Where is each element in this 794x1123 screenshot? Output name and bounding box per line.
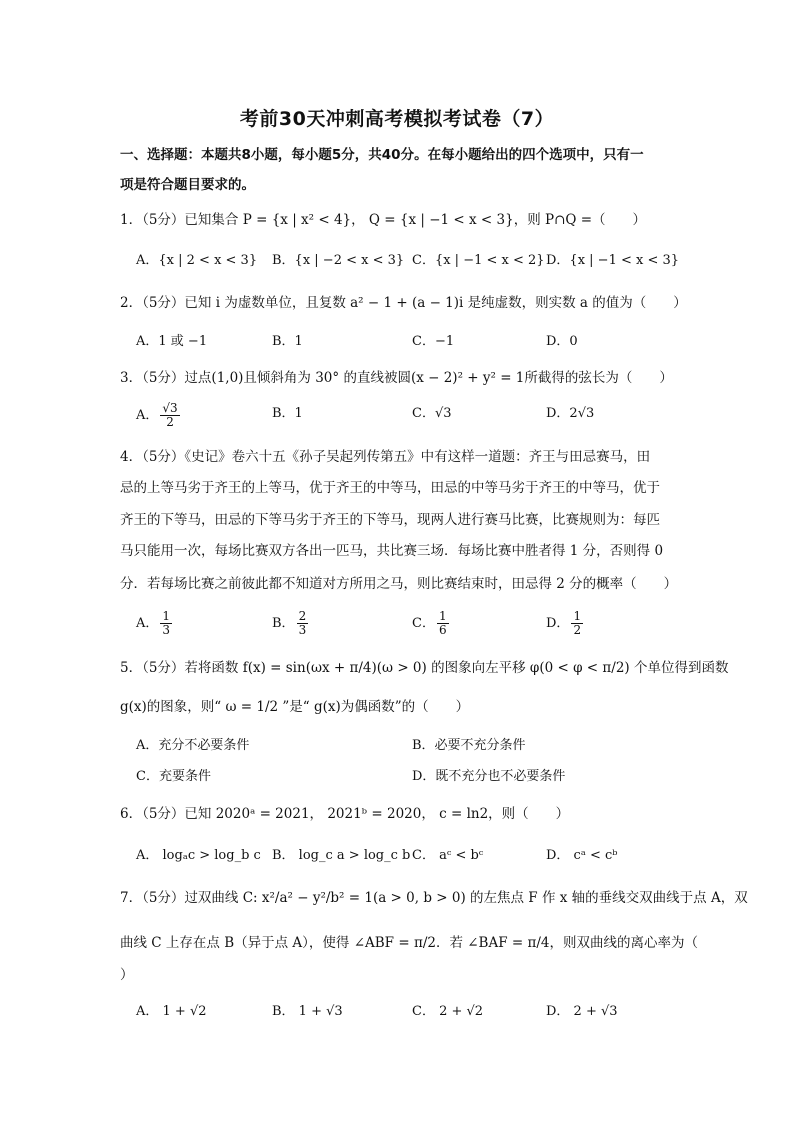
question-4-option-d-fraction: [571, 610, 583, 637]
question-1-option-d: D．{x | −1 < x < 3}: [546, 253, 680, 268]
question-1-options: [136, 249, 696, 279]
fraction-denominator: 2: [166, 415, 174, 429]
question-4-option-b-fraction: [297, 610, 309, 637]
question-1-option-a: A．{x | 2 < x < 3}: [136, 253, 258, 268]
question-3-option-a: [136, 402, 182, 429]
fraction-numerator: 1: [573, 609, 582, 623]
question-4-option-c: [412, 610, 451, 637]
question-4-text-line-1: 4．（5分）《史记》卷六十五《孙子吴起列传第五》中有这样一道题：齐王与田忌赛马，田: [120, 449, 651, 465]
question-4-option-a-fraction: [160, 610, 172, 637]
question-7-option-b: B． 1 + √3: [272, 1004, 343, 1019]
question-3-option-d: D．2√3: [546, 406, 595, 421]
question-3-option-a-label: A．: [136, 408, 159, 423]
question-4-option-a: [136, 610, 174, 637]
question-7-text-line-1: 7．（5分）过双曲线 C: x²/a² − y²/b² = 1(a > 0, b > 0) 的左焦点 F 作 x 轴的垂线交双曲线于点 A，双: [120, 890, 748, 906]
question-2-options: [136, 330, 696, 360]
question-4-text-line-4: 马只能用一次，每场比赛双方各出一匹马，共比赛三场．每场比赛中胜者得 1 分，否则得 0: [120, 543, 664, 559]
question-1-option-c: C．{x | −1 < x < 2}: [412, 253, 545, 268]
question-2-option-d: D．0: [546, 334, 578, 349]
question-3-option-a-fraction: [160, 402, 179, 429]
question-5-options-row-1: [136, 734, 696, 764]
fraction-denominator: 3: [298, 623, 307, 637]
question-4-option-a-label: A．: [136, 616, 159, 631]
question-7-option-c: C． 2 + √2: [412, 1004, 484, 1019]
question-2-text: 2．（5分）已知 i 为虚数单位，且复数 a² − 1 + (a − 1)i 是纯虚数，则实数 a 的值为（ ）: [120, 295, 687, 311]
question-1-option-b: B．{x | −2 < x < 3}: [272, 253, 405, 268]
question-6-options: [136, 844, 696, 874]
question-7-options: [136, 1000, 696, 1030]
question-2-option-b: B．1: [272, 334, 303, 349]
fraction-numerator: 1: [162, 609, 171, 623]
page-title: 考前30天冲刺高考模拟考试卷（7）: [239, 108, 555, 130]
question-4-option-c-label: C．: [412, 616, 435, 631]
question-3-text: 3．（5分）过点(1,0)且倾斜角为 30° 的直线被圆(x − 2)² + y² = 1所截得的弦长为（ ）: [120, 370, 673, 386]
question-4-options: [136, 610, 696, 640]
question-3-option-b: B．1: [272, 406, 303, 421]
fraction-numerator: 1: [438, 609, 447, 623]
question-7-option-d: D． 2 + √3: [546, 1004, 618, 1019]
question-5-text-line-1: 5．（5分）若将函数 f(x) = sin(ωx + π/4)(ω > 0) 的图象向左平移 φ(0 < φ < π/2) 个单位得到函数: [120, 660, 729, 676]
question-7-option-a: A． 1 + √2: [136, 1004, 207, 1019]
question-7-text-line-3: ）: [120, 967, 134, 983]
question-6-option-c: C． aᶜ < bᶜ: [412, 848, 484, 863]
question-5-options-row-2: [136, 765, 696, 795]
question-4-option-d-label: D．: [546, 616, 570, 631]
section-heading-line-1: 一、选择题：本题共8小题，每小题5分，共40分。在每小题给出的四个选项中，只有一: [120, 147, 644, 163]
question-4-option-b-label: B．: [272, 616, 295, 631]
question-5-option-a: A．充分不必要条件: [136, 738, 250, 753]
fraction-numerator: 2: [298, 609, 307, 623]
question-6-option-d: D． cᵃ < cᵇ: [546, 848, 618, 863]
question-4-text-line-2: 忌的上等马劣于齐王的上等马，优于齐王的中等马，田忌的中等马劣于齐王的中等马，优于: [120, 480, 660, 496]
question-5-option-b: B．必要不充分条件: [412, 738, 526, 753]
fraction-denominator: 2: [573, 623, 582, 637]
question-3-options: [136, 402, 696, 432]
question-1-text: 1．（5分）已知集合 P = {x | x² < 4}， Q = {x | −1 < x < 3}，则 P∩Q =（ ）: [120, 212, 647, 228]
question-4-option-c-fraction: [437, 610, 449, 637]
question-7-text-line-2: 曲线 C 上存在点 B（异于点 A），使得 ∠ABF = π/2．若 ∠BAF = π/4，则双曲线的离心率为（: [120, 935, 699, 951]
question-5-option-c: C．充要条件: [136, 769, 211, 784]
question-6-text: 6．（5分）已知 2020ᵃ = 2021， 2021ᵇ = 2020， c = ln2，则（ ）: [120, 806, 570, 822]
question-6-option-b: B． log_c a > log_c b: [272, 848, 411, 863]
question-3-option-c: C．√3: [412, 406, 452, 421]
question-4-text-line-5: 分．若每场比赛之前彼此都不知道对方所用之马，则比赛结束时，田忌得 2 分的概率（ ）: [120, 576, 678, 592]
question-4-option-d: [546, 610, 585, 637]
question-5-option-d: D．既不充分也不必要条件: [412, 769, 566, 784]
fraction-denominator: 6: [438, 623, 447, 637]
question-2-option-a: A．1 或 −1: [136, 334, 208, 349]
fraction-numerator: √3: [162, 401, 178, 415]
question-4-text-line-3: 齐王的下等马，田忌的下等马劣于齐王的下等马，现两人进行赛马比赛，比赛规则为：每匹: [120, 512, 660, 528]
question-2-option-c: C．−1: [412, 334, 455, 349]
section-heading-line-2: 项是符合题目要求的。: [120, 177, 255, 193]
question-6-option-a: A． logₐc > log_b c: [136, 848, 261, 863]
fraction-denominator: 3: [162, 623, 171, 637]
question-5-text-line-2: g(x)的图象，则“ ω = 1/2 ”是“ g(x)为偶函数”的（ ）: [120, 699, 470, 715]
question-4-option-b: [272, 610, 310, 637]
